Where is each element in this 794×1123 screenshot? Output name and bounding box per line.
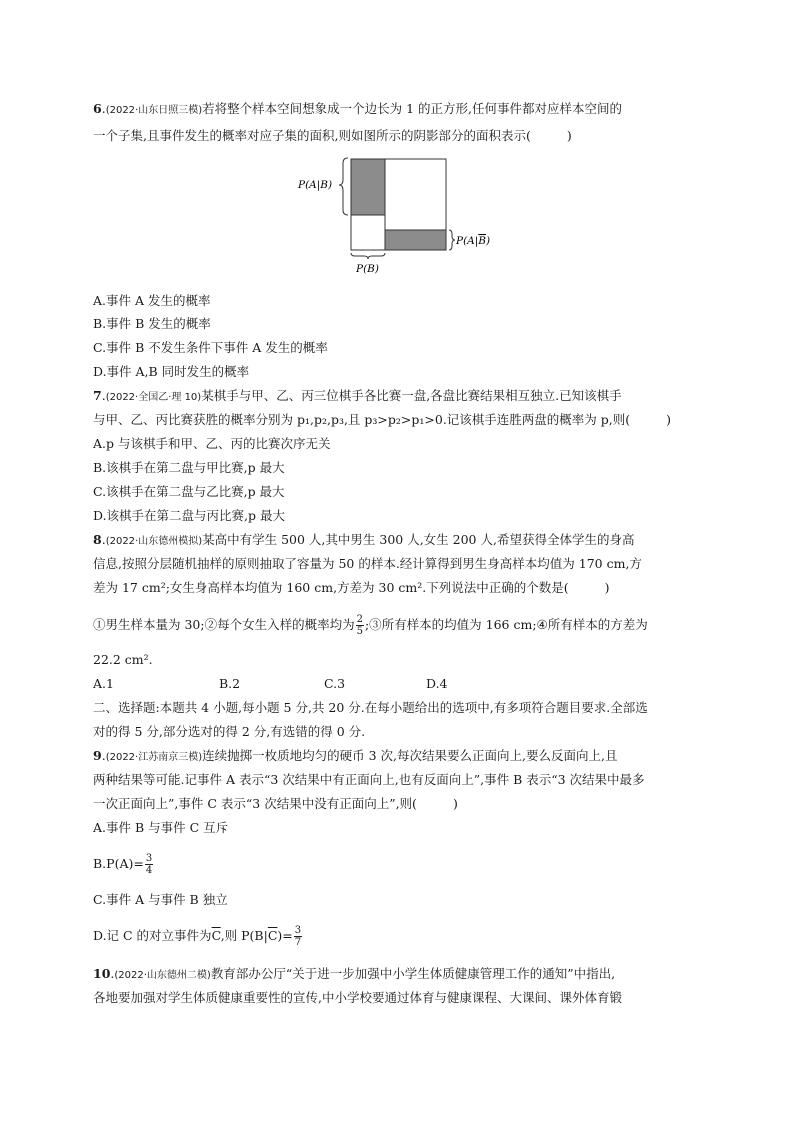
bottom-brace	[351, 253, 385, 259]
q7-line-1: 7.(2022·全国乙·理 10)某棋手与甲、乙、丙三位棋手各比赛一盘,各盘比赛结果相互独立.已知该棋手	[93, 388, 622, 403]
fraction-two-fifths: $\frac{2}{5}$	[356, 614, 363, 637]
fraction-three-quarters: $\frac{3}{4}$	[145, 853, 153, 876]
q7-line-2: 与甲、乙、丙比赛获胜的概率分别为 p₁,p₂,p₃,且 p₃>p₂>p₁>0.记该棋手连胜两盘的概率为 p,则( )	[93, 412, 672, 427]
q6-line-2: 一个子集,且事件发生的概率对应子集的面积,则如图所示的阴影部分的面积表示( )	[93, 128, 572, 143]
left-brace	[339, 158, 348, 215]
q8-line-2: 信息,按照分层随机抽样的原则抽取了容量为 50 的样本.经计算得到男生身高样本均值为 170 cm,方	[93, 556, 642, 571]
c-complement-symbol-2: $\overline{C}$	[267, 928, 278, 943]
q9-option-a: A.事件 B 与事件 C 互斥	[93, 820, 229, 835]
q8-statements: ①男生样本量为 30;②每个女生入样的概率均为 $\frac{2}{5}$ ;③所有样本的均值为 166 cm;④所有样本的方差为	[93, 614, 648, 637]
shaded-region-a-given-not-b	[385, 230, 446, 250]
q8-line-1: 8.(2022·山东德州模拟)某高中有学生 500 人,其中男生 300 人,女生 200 人,希望获得全体学生的身高	[93, 532, 635, 547]
q6-source: (2022·山东日照三模)	[105, 105, 203, 116]
q8-number: 8	[93, 532, 102, 547]
q7-source: (2022·全国乙·理 10)	[105, 392, 202, 403]
q7-option-d: D.该棋手在第二盘与丙比赛,p 最大	[93, 508, 285, 523]
q9-line-2: 两种结果等可能.记事件 A 表示“3 次结果中有正面向上,也有反面向上”,事件 B 表示“3 次结果中最多	[93, 772, 645, 787]
q9-source: (2022·江苏南京三模)	[105, 752, 203, 763]
c-complement-symbol: $\overline{C}$	[211, 928, 221, 943]
q9-line-3: 一次正面向上”,事件 C 表示“3 次结果中没有正面向上”,则( )	[93, 796, 458, 811]
section-2-line-2: 对的得 5 分,部分选对的得 2 分,有选错的得 0 分.	[93, 724, 366, 739]
q9-option-d: D.记 C 的对立事件为$\overline{C}$,则 $P(B|\overline{C})=$ $\frac{3}{7}$	[93, 925, 302, 948]
q7-option-b: B.该棋手在第二盘与甲比赛,p 最大	[93, 460, 285, 475]
q8-statements-end: 22.2 cm².	[93, 652, 153, 667]
fraction-three-sevenths: $\frac{3}{7}$	[294, 925, 302, 948]
q8-option-b: B.2	[219, 676, 241, 691]
q8-source: (2022·山东德州模拟)	[105, 536, 203, 547]
q9-option-c: C.事件 A 与事件 B 独立	[93, 892, 228, 907]
q7-option-c: C.该棋手在第二盘与乙比赛,p 最大	[93, 484, 285, 499]
q6-option-a: A.事件 A 发生的概率	[93, 293, 211, 308]
right-brace	[449, 230, 455, 250]
q6-option-b: B.事件 B 发生的概率	[93, 316, 211, 331]
q9-line-1: 9.(2022·江苏南京三模)连续抛掷一枚质地均匀的硬币 3 次,每次结果要么正面向上,要么反面向上,且	[93, 748, 618, 763]
label-p-a-given-b: P(A|B)	[298, 179, 333, 191]
label-p-b: P(B)	[356, 263, 379, 275]
q6-option-c: C.事件 B 不发生条件下事件 A 发生的概率	[93, 340, 328, 355]
q8-option-d: D.4	[426, 676, 448, 691]
q7-number: 7	[93, 388, 102, 403]
q6-option-d: D.事件 A,B 同时发生的概率	[93, 364, 250, 379]
section-2-line-1: 二、选择题:本题共 4 小题,每小题 5 分,共 20 分.在每小题给出的选项中,有多项符合题目要求.全部选	[93, 700, 648, 715]
q6-figure	[296, 150, 491, 280]
q8-option-a: A.1	[93, 676, 114, 691]
q8-line-3: 差为 17 cm²;女生身高样本均值为 160 cm,方差为 30 cm².下列说法中正确的个数是( )	[93, 580, 610, 595]
q7-option-a: A.p 与该棋手和甲、乙、丙的比赛次序无关	[93, 436, 331, 451]
q10-source: (2022·山东德州二模)	[114, 970, 211, 981]
shaded-region-a-given-b	[351, 159, 385, 215]
q6-number: 6	[93, 101, 102, 116]
q9-option-b: B.P(A)= $\frac{3}{4}$	[93, 853, 153, 876]
q9-number: 9	[93, 748, 102, 763]
q10-number: 10	[93, 966, 111, 981]
label-p-a-given-not-b: P(A|B)	[456, 235, 491, 247]
q10-line-1: 10.(2022·山东德州二模)教育部办公厅“关于进一步加强中小学生体质健康管理工作的通知”中指出,	[93, 966, 616, 981]
q10-line-2: 各地要加强对学生体质健康重要性的宣传,中小学校要通过体育与健康课程、大课间、课外体育锻	[93, 990, 622, 1005]
q8-option-c: C.3	[324, 676, 346, 691]
q6-line-1: 6.(2022·山东日照三模)若将整个样本空间想象成一个边长为 1 的正方形,任何事件都对应样本空间的	[93, 101, 622, 116]
